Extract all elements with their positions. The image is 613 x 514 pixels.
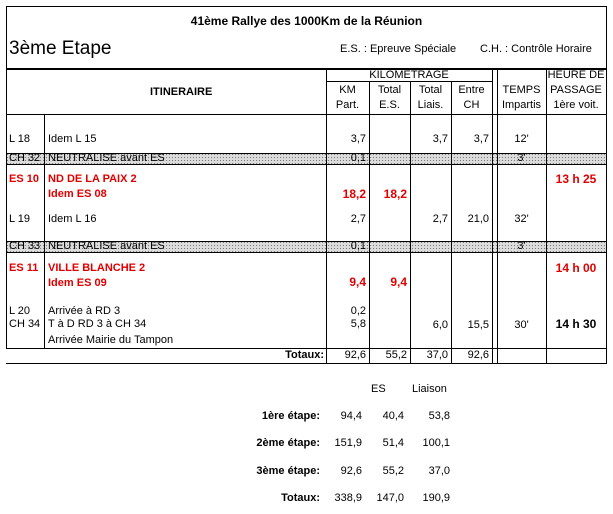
header-total-es: Total [377, 84, 402, 96]
totaux-label: Totaux: [285, 349, 324, 361]
summary-es: 147,0 [376, 492, 404, 504]
grid-line [6, 6, 607, 7]
row-km: 2,7 [350, 213, 366, 225]
summary-label: 3ème étape: [256, 465, 320, 477]
legend-ch: C.H. : Contrôle Horaire [480, 43, 592, 55]
row-code: CH 33 [9, 240, 41, 252]
header-liais: Liais. [417, 99, 444, 111]
row-desc: Idem L 16 [48, 213, 97, 225]
header-total-liais: Total [418, 84, 443, 96]
grid-line [606, 6, 607, 69]
row-entre-ch: 15,5 [467, 319, 489, 331]
row-code: CH 34 [9, 318, 41, 330]
row-heure: 13 h 25 [555, 172, 597, 186]
grid-line [6, 6, 7, 69]
grid-line [6, 114, 607, 115]
row-km: 5,8 [350, 318, 366, 330]
row-liais: 3,7 [432, 133, 448, 145]
row-desc-sub: Idem ES 09 [48, 277, 107, 289]
row-temps: 32' [514, 213, 529, 225]
summary-total: 151,9 [334, 437, 362, 449]
totaux-liais: 37,0 [426, 349, 448, 361]
row-desc: ND DE LA PAIX 2 [48, 173, 137, 185]
row-entre-ch: 21,0 [467, 213, 489, 225]
header-itineraire: ITINERAIRE [150, 86, 213, 98]
totaux-es: 55,2 [385, 349, 407, 361]
row-km: 0,1 [350, 240, 366, 252]
summary-header-es: ES [371, 383, 386, 395]
row-desc-sub: Idem ES 08 [48, 188, 107, 200]
summary-total: 338,9 [334, 492, 362, 504]
grid-line [6, 363, 607, 364]
row-km: 3,7 [350, 133, 366, 145]
row-temps: 12' [514, 133, 529, 145]
summary-label: Totaux: [281, 492, 320, 504]
header-premiere-voit: 1ère voit. [553, 99, 599, 111]
header-passage: PASSAGE [550, 84, 602, 96]
row-temps: 3' [517, 152, 526, 164]
summary-total: 92,6 [340, 465, 362, 477]
totaux-ch: 92,6 [467, 349, 489, 361]
legend-es: E.S. : Epreuve Spéciale [340, 43, 457, 55]
document-title: 41ème Rallye des 1000Km de la Réunion [190, 14, 423, 28]
grid-line [606, 68, 607, 363]
row-desc: VILLE BLANCHE 2 [48, 262, 146, 274]
row-code: CH 32 [9, 152, 41, 164]
row-desc: NEUTRALISE avant ES [48, 240, 165, 252]
row-temps: 3' [517, 240, 526, 252]
header-kilometrage: KILOMETRAGE [369, 69, 449, 81]
row-heure: 14 h 00 [555, 261, 597, 275]
row-desc: Arrivée à RD 3 [48, 305, 121, 317]
grid-line [6, 68, 607, 70]
row-entre-ch: 3,7 [473, 133, 489, 145]
row-code: L 19 [9, 213, 31, 225]
summary-liaison: 190,9 [422, 492, 450, 504]
header-entre: Entre [458, 84, 485, 96]
grid-line [369, 81, 370, 363]
summary-header-liaison: Liaison [412, 383, 447, 395]
row-desc: Arrivée Mairie du Tampon [48, 334, 174, 346]
row-km: 0,1 [350, 152, 366, 164]
header-ch: CH [463, 99, 480, 111]
row-code: ES 11 [9, 262, 39, 274]
row-desc: T à D RD 3 à CH 34 [48, 318, 147, 330]
summary-es: 51,4 [382, 437, 404, 449]
summary-label: 2ème étape: [256, 437, 320, 449]
grid-line [492, 68, 493, 363]
row-desc: Idem L 15 [48, 133, 97, 145]
row-liais: 2,7 [432, 213, 448, 225]
header-part: Part. [335, 99, 360, 111]
row-code: L 20 [9, 305, 31, 317]
summary-es: 40,4 [382, 410, 404, 422]
row-heure: 14 h 30 [555, 317, 597, 331]
row-liais: 6,0 [432, 319, 448, 331]
row-code: ES 10 [9, 173, 39, 185]
grid-line [6, 68, 7, 349]
summary-liaison: 53,8 [428, 410, 450, 422]
row-code: L 18 [9, 133, 31, 145]
row-es: 18,2 [383, 187, 407, 201]
row-desc: NEUTRALISE avant ES [48, 152, 165, 164]
row-km: 9,4 [349, 275, 366, 289]
summary-total: 94,4 [340, 410, 362, 422]
summary-liaison: 100,1 [422, 437, 450, 449]
summary-label: 1ère étape: [261, 410, 320, 422]
summary-es: 55,2 [382, 465, 404, 477]
header-temps: TEMPS [502, 84, 541, 96]
row-km: 0,2 [350, 305, 366, 317]
stage-title: 3ème Etape [9, 38, 112, 59]
header-impartis: Impartis [501, 99, 542, 111]
summary-liaison: 37,0 [428, 465, 450, 477]
totaux-km: 92,6 [344, 349, 366, 361]
header-heure: HEURE DE [547, 69, 605, 81]
grid-line [44, 114, 45, 349]
header-es: E.S. [379, 99, 400, 111]
row-km: 18,2 [342, 187, 366, 201]
row-es: 9,4 [390, 275, 407, 289]
row-temps: 30' [514, 319, 529, 331]
header-km: KM [339, 84, 356, 96]
